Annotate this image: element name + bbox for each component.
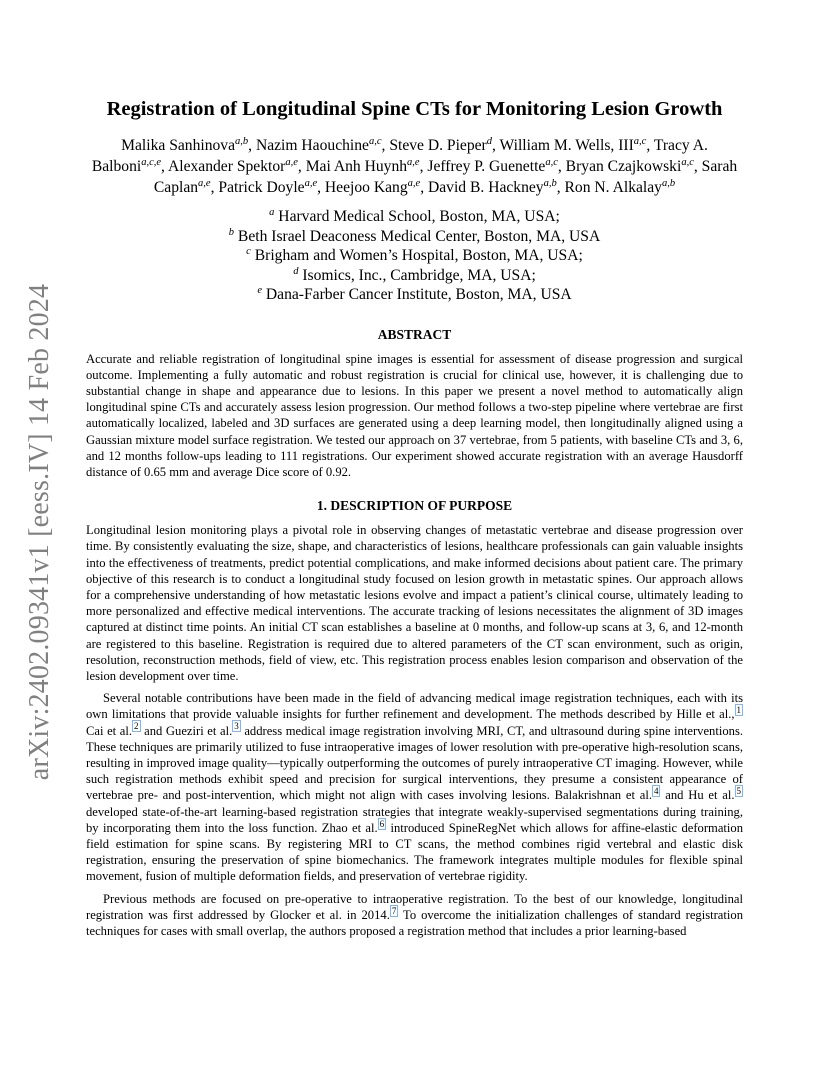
affiliation-marker: b: [228, 226, 235, 238]
author-name: Bryan Czajkowski: [565, 158, 682, 175]
paragraph-text: and Gueziri et al.: [140, 723, 233, 738]
affiliation-text: Brigham and Women’s Hospital, Boston, MA, USA;: [250, 247, 583, 264]
author-affiliation-marker: a,c: [545, 156, 558, 168]
author-affiliation-marker: a,e: [407, 156, 420, 168]
author-affiliation-marker: a,e: [198, 177, 211, 189]
citation-link[interactable]: 6: [379, 818, 385, 829]
abstract-heading: ABSTRACT: [377, 326, 452, 342]
paragraph-3: [86, 891, 743, 940]
paragraph-text: and Hu et al.: [660, 788, 735, 803]
arxiv-stamp-text: arXiv:2402.09341v1 [eess.IV] 14 Feb 2024: [24, 283, 55, 781]
affiliation-marker: c: [246, 245, 251, 257]
paragraph-1: Longitudinal lesion monitoring plays a pivotal role in observing changes of metastatic vertebrae and disease progression over time. By consistently evaluating the size, shape, and characteristics of lesions, healthcare professionals can gain valuable insights into the effectiveness of treatments, predict potential complications, and make informed decisions about patient care. The primary objective of this research is to conduct a longitudinal study focused on lesion growth in metastatic spines. Our approach allows for a comprehensive understanding of how metastatic lesions evolve and impact a patient’s clinical course, ultimately leading to more personalized and effective medical interventions. The accurate tracking of lesions necessitates the alignment of 3D images captured at distinct time points. An initial CT scan establishes a baseline at 0 months, and follow-up scans at 3, 6, and 12-month are registered to this baseline. Registration is required due to altered parameters of the CT scan environment, such as origin, resolution, reconstruction methods, field of view, etc. This registration process enables lesion comparison and observation of the lesion development over time.: [86, 523, 743, 683]
author: [325, 179, 420, 196]
affiliation-list: [86, 207, 743, 305]
author-name: Tracy A. Balboni: [91, 137, 708, 175]
paragraph-text: To overcome the initialization challenges of standard registration techniques for cases with small overlap, the authors proposed a registration method that includes a prior learning-based: [86, 907, 743, 938]
affiliation-text: Dana-Farber Cancer Institute, Boston, MA, USA: [262, 286, 572, 303]
affiliation: [86, 246, 743, 266]
author: [218, 179, 317, 196]
author-affiliation-marker: a,e: [304, 177, 318, 189]
paragraph-text: Previous methods are focused on pre-operative to intraoperative registration. To the best of our knowledge, longitudinal registration was first addressed by Glocker et al. in 2014.: [86, 891, 743, 922]
citation-link[interactable]: 7: [391, 905, 397, 916]
author-name: David B. Hackney: [427, 179, 544, 196]
section-heading: 1. DESCRIPTION OF PURPOSE: [316, 498, 513, 514]
citation-link[interactable]: 4: [653, 786, 659, 797]
citation-link[interactable]: 2: [134, 721, 139, 732]
paragraph-text: introduced SpineRegNet which allows for affine-elastic deformation field estimation for spine scans. By registering MRI to CT scans, the method combines rigid vertebral and elastic disk registration, ensuring the preservation of spine biomechanics. The framework integrates multiple modules for flexible spinal movement, fusion of multiple deformation fields, and preservation of vertebrae rigidity.: [86, 820, 743, 884]
citation-link[interactable]: 1: [736, 705, 741, 716]
abstract-text: Accurate and reliable registration of longitudinal spine images is essential for assessment of disease progression and surgical outcome. Implementing a fully automatic and robust registration is crucial for clinical use, however, it is challenging due to substantial change in shape and appearance due to lesions. In this paper we present a novel method to automatically align longitudinal spine CTs and accurately assess lesion progression. Our method follows a two-step pipeline where vertebrae are first automatically localized, labeled and 3D surfaces are generated using a deep learning model, then longitudinally aligned using a Gaussian mixture model surface registration. We tested our approach on 37 vertebrae, from 5 patients, with baseline CTs and 3, 6, and 12 months follow-ups leading to 111 registrations. Our experiment showed accurate registration with an average Hausdorff distance of 0.65 mm and average Dice score of 0.92.: [86, 351, 743, 479]
author-affiliation-marker: a,c,e: [141, 156, 162, 168]
author-name: Steve D. Pieper: [389, 137, 487, 154]
author-name: Nazim Haouchine: [255, 137, 369, 154]
author: [566, 158, 694, 175]
paper-page: [86, 97, 743, 945]
author: [121, 137, 248, 154]
author: [306, 158, 420, 175]
affiliation: [86, 227, 743, 247]
author: [427, 158, 557, 175]
author-name: William M. Wells, III: [499, 137, 634, 154]
affiliation-text: Isomics, Inc., Cambridge, MA, USA;: [298, 266, 536, 284]
author-affiliation-marker: a,c: [633, 135, 647, 147]
author: [500, 137, 647, 154]
paragraph-2: [86, 690, 743, 884]
author-affiliation-marker: a,e: [285, 156, 298, 168]
affiliation-marker: e: [257, 284, 262, 296]
affiliation-marker: a: [269, 206, 275, 218]
affiliation-text: Harvard Medical School, Boston, MA, USA;: [274, 208, 560, 225]
author-affiliation-marker: a,c: [681, 156, 694, 168]
paragraph-text: Several notable contributions have been made in the field of advancing medical image registration techniques, each with its own limitations that provide valuable insights for further refinement and development. The methods described by Hille et al.,: [86, 691, 743, 722]
affiliation: [86, 266, 743, 286]
author-affiliation-marker: a,b: [661, 177, 676, 189]
author-name: Patrick Doyle: [218, 179, 305, 196]
affiliation-text: Beth Israel Deaconess Medical Center, Boston, MA, USA: [234, 227, 601, 245]
author-affiliation-marker: a,b: [235, 135, 249, 147]
author-list: Malika Sanhinova$^{a,b}$, Nazim Haouchine$^{a,c}$, Steve D. Pieper$^d$, William M. Wells, III$^{a,c}$, Tracy A. Balboni$^{a,c,e}$, Alexander Spektor$^{a,e}$, Mai Anh Huynh$^{a,e}$, Jeffrey P. Guenette$^{a,c}$, Bryan Czajkowski$^{a,c}$, Sarah Caplan$^{a,e}$, Patrick Doyle$^{a,e}$, Heejoo Kang$^{a,e}$, David B. Hackney$^{a,b}$, Ron N. Alkalay$^{a,b}$: [91, 135, 738, 196]
paragraph-text: address medical image registration involving MRI, CT, and ultrasound during spine interventions. These techniques are primarily utilized to fuse intraoperative images of lower resolution with pre-operative high-resolution scans, resulting in improved image quality—typically outperforming the outcomes of purely intraoperative CT imaging. However, while such registration methods exhibit speed and precision for surgical interventions, they presume a consistent appearance of vertebrae pre- and post-intervention, which might not align with cases involving lesions. Balakrishnan et al.: [86, 723, 743, 803]
author: [389, 137, 492, 154]
author-name: Ron N. Alkalay: [564, 179, 662, 196]
arxiv-stamp: [0, 0, 70, 1072]
author-name: Sarah Caplan: [153, 158, 738, 196]
affiliation-marker: d: [293, 265, 299, 277]
author: [428, 179, 557, 196]
author-name: Heejoo Kang: [324, 179, 408, 196]
author: [168, 158, 298, 175]
author-name: Malika Sanhinova: [121, 137, 236, 154]
author: [256, 137, 382, 154]
affiliation: [86, 207, 743, 227]
citation-link[interactable]: 5: [736, 786, 741, 797]
author-affiliation-marker: d: [486, 135, 493, 147]
author: [565, 179, 676, 196]
author-name: Mai Anh Huynh: [305, 158, 408, 175]
author-affiliation-marker: a,c: [368, 135, 382, 147]
paper-title: Registration of Longitudinal Spine CTs for Monitoring Lesion Growth: [106, 98, 723, 120]
citation-link[interactable]: 3: [234, 721, 239, 732]
author-name: Jeffrey P. Guenette: [427, 158, 546, 175]
author-name: Alexander Spektor: [167, 158, 286, 175]
author-affiliation-marker: a,e: [407, 177, 421, 189]
paragraph-text: Cai et al.: [86, 723, 133, 738]
author-affiliation-marker: a,b: [543, 177, 557, 189]
affiliation: [86, 285, 743, 305]
paragraph-text: developed state-of-the-art learning-based registration strategies that integrate weakly-supervised segmentations during training, by incorporating them into the loss function. Zhao et al.: [86, 804, 743, 835]
